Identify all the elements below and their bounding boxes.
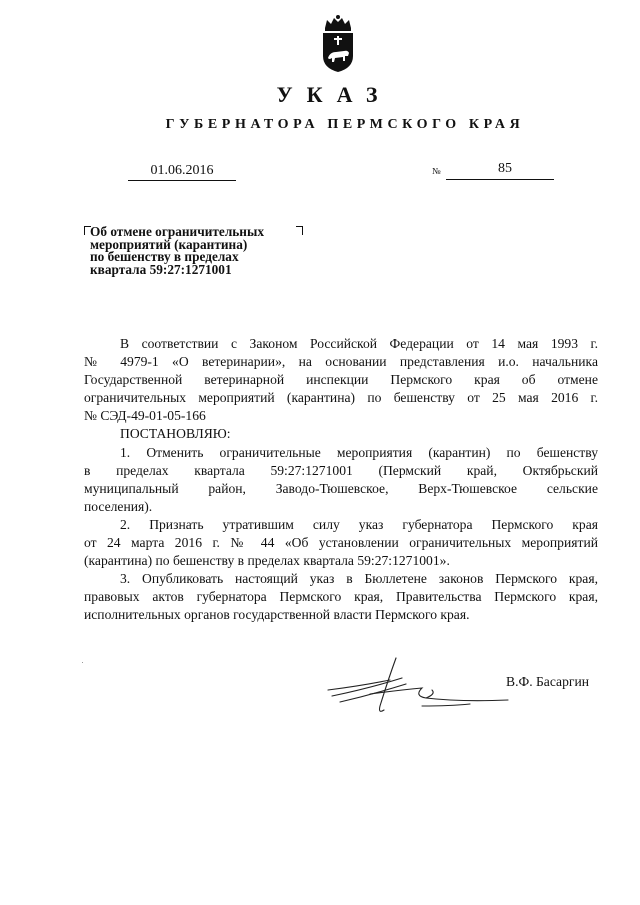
body-line: исполнительных органов государственной власти Пермского края. bbox=[84, 607, 470, 623]
date-field bbox=[128, 162, 236, 181]
document-number: 85 bbox=[498, 161, 512, 176]
body-line: № 4979-1 «О ветеринарии», на основании представления и.о. начальника bbox=[84, 354, 598, 370]
handwritten-signature bbox=[310, 650, 510, 730]
heading-line: мероприятий (карантина) bbox=[90, 236, 248, 252]
body-line: 3. Опубликовать настоящий указ в Бюллетене законов Пермского края, bbox=[120, 571, 598, 587]
document-heading bbox=[90, 226, 305, 276]
decree-word: ПОСТАНОВЛЯЮ: bbox=[120, 426, 231, 442]
body-line: 1. Отменить ограничительные мероприятия (карантин) по бешенству bbox=[120, 444, 598, 460]
body-line: в пределах квартала 59:27:1271001 (Пермский край, Октябрьский bbox=[84, 462, 598, 478]
heading-line: по бешенству в пределах bbox=[90, 249, 239, 264]
body-line: В соответствии с Законом Российской Федерации от 14 мая 1993 г. bbox=[120, 336, 598, 351]
document-title: УКАЗ bbox=[276, 82, 392, 107]
coat-of-arms-icon bbox=[318, 14, 358, 74]
body-line: правовых актов губернатора Пермского края, Правительства Пермского края, bbox=[84, 589, 598, 605]
document-body bbox=[84, 335, 598, 625]
body-line: № СЭД-49-01-05-166 bbox=[84, 408, 206, 424]
document-date: 01.06.2016 bbox=[150, 163, 214, 178]
heading-line: Об отмене ограничительных bbox=[90, 224, 264, 239]
document-subtitle: ГУБЕРНАТОРА ПЕРМСКОГО КРАЯ bbox=[165, 117, 525, 132]
number-field bbox=[446, 161, 554, 180]
number-sign: № bbox=[432, 166, 441, 176]
body-line: 2. Признать утратившим силу указ губернатора Пермского края bbox=[120, 516, 598, 532]
body-line: ограничительных мероприятий (карантина) по бешенству от 25 мая 2016 г. bbox=[84, 390, 598, 406]
heading-line: квартала 59:27:1271001 bbox=[90, 261, 232, 277]
body-line: Государственной ветеринарной инспекции Пермского края об отмене bbox=[84, 372, 598, 388]
scan-speck bbox=[82, 662, 83, 663]
signer-name: В.Ф. Басаргин bbox=[506, 674, 589, 689]
body-line: муниципальный район, Заводо-Тюшевское, Верх-Тюшевское сельские bbox=[84, 480, 598, 496]
body-line: (карантина) по бешенству в пределах квартала 59:27:1271001». bbox=[84, 553, 450, 569]
body-line: поселения). bbox=[84, 498, 153, 514]
body-line: от 24 марта 2016 г. № 44 «Об установлении ограничительных мероприятий bbox=[84, 535, 598, 551]
